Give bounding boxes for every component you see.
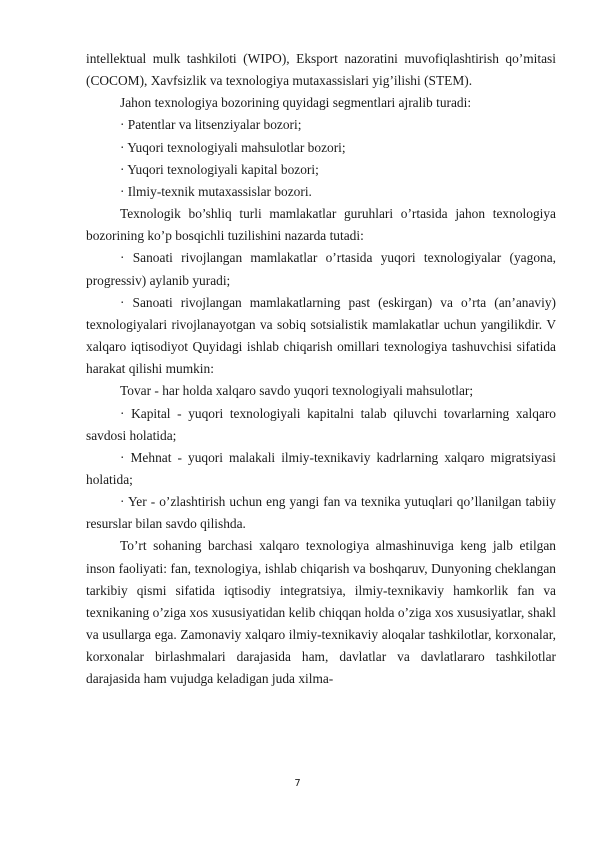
paragraph-continuation: intellektual mulk tashkiloti (WIPO), Eksport nazoratini muvofiqlashtirish qo’mitasi (COCOM), Xavfsizlik va texnologiya mutaxassislari yig’ilishi (STEM). — [86, 51, 556, 89]
list-item-patents: · Patentlar va litsenziyalar bozori; — [120, 117, 302, 133]
paragraph-segments-intro: Jahon texnologiya bozorining quyidagi segmentlari ajralib turadi: — [120, 95, 472, 111]
list-item-goods: Tovar - har holda xalqaro savdo yuqori texnologiyali mahsulotlar; — [120, 383, 474, 399]
paragraph-technology-gap: Texnologik bo’shliq turli mamlakatlar guruhlari o’rtasida jahon texnologiya bozorining ko’p bosqichli tuzilishini nazarda tutadi: — [86, 206, 556, 244]
list-item-specialists: · Ilmiy-texnik mutaxassislar bozori. — [120, 183, 312, 199]
list-item-hightech-capital: · Yuqori texnologiyali kapital bozori; — [120, 161, 319, 177]
page-number: 7 — [294, 778, 301, 789]
body-text — [86, 48, 556, 691]
list-item-labor: · Mehnat - yuqori malakali ilmiy-texnikaviy kadrlarning xalqaro migratsiyasi holatida; — [86, 449, 556, 487]
list-item-capital: · Kapital - yuqori texnologiyali kapitalni talab qiluvchi tovarlarning xalqaro savdosi holatida; — [86, 405, 556, 443]
list-item-developed-countries: · Sanoati rivojlangan mamlakatlar o’rtasida yuqori texnologiyalar (yagona, progressiv) aylanib yuradi; — [86, 250, 556, 288]
list-item-hightech-products: · Yuqori texnologiyali mahsulotlar bozori; — [120, 139, 346, 155]
list-item-land: · Yer - o’zlashtirish uchun eng yangi fan va texnika yutuqlari qo’llanilgan tabiiy resurslar bilan savdo qilishda. — [86, 494, 556, 532]
list-item-developing-countries: · Sanoati rivojlangan mamlakatlarning past (eskirgan) va o’rta (an’anaviy) texnologiyalari rivojlanayotgan va sobiq sotsialistik mamlakatlar uchun yangilikdir. V xalqaro iqtisodiyot Quyidagi ishlab chiqarish omillari texnologiya tashuvchisi sifatida harakat qilishi mumkin: — [86, 294, 556, 377]
paragraph-four-spheres: To’rt sohaning barchasi xalqaro texnologiya almashinuviga keng jalb etilgan inson faoliyati: fan, texnologiya, ishlab chiqarish va boshqaruv, Dunyoning cheklangan tarkibiy qismi sifatida iqtisodiy integratsiya, ilmiy-texnikaviy hamkorlik fan va texnikaning o’ziga xos xususiyatidan kelib chiqqan holda o’ziga xos xususiyatlar, shakl va usullarga ega. Zamonaviy xalqaro ilmiy-texnikaviy aloqalar tashkilotlar, korxonalar, korxonalar birlashmalari darajasida ham, davlatlar va davlatlararo tashkilotlar darajasida ham vujudga keladigan juda xilma- — [86, 538, 556, 687]
